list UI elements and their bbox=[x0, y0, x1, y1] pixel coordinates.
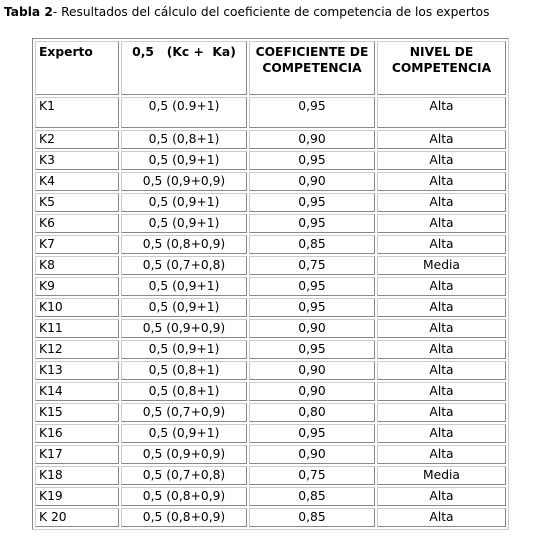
cell-coeficiente: 0,95 bbox=[249, 424, 375, 443]
header-formula: 0,5 (Kc + Ka) bbox=[121, 41, 247, 95]
header-nivel: NIVEL DE COMPETENCIA bbox=[377, 41, 506, 95]
cell-coeficiente: 0,95 bbox=[249, 151, 375, 170]
cell-nivel: Alta bbox=[377, 298, 506, 317]
table-row bbox=[35, 403, 506, 422]
cell-nivel: Alta bbox=[377, 361, 506, 380]
header-row bbox=[35, 41, 506, 95]
cell-nivel: Alta bbox=[377, 403, 506, 422]
cell-coeficiente: 0,90 bbox=[249, 172, 375, 191]
cell-nivel: Alta bbox=[377, 508, 506, 527]
cell-nivel: Alta bbox=[377, 340, 506, 359]
cell-nivel: Media bbox=[377, 256, 506, 275]
table-row bbox=[35, 424, 506, 443]
table-row bbox=[35, 256, 506, 275]
cell-experto: K3 bbox=[35, 151, 119, 170]
cell-formula: 0,5 (0,8+1) bbox=[121, 361, 247, 380]
cell-formula: 0,5 (0,7+0,8) bbox=[121, 256, 247, 275]
cell-experto: K18 bbox=[35, 466, 119, 485]
cell-formula: 0,5 (0,9+1) bbox=[121, 193, 247, 212]
cell-nivel: Alta bbox=[377, 130, 506, 149]
cell-experto: K19 bbox=[35, 487, 119, 506]
caption-text: - Resultados del cálculo del coeficiente de competencia de los expertos bbox=[52, 5, 490, 19]
cell-experto: K11 bbox=[35, 319, 119, 338]
table-row bbox=[35, 151, 506, 170]
caption-label: Tabla 2 bbox=[4, 5, 53, 19]
table-row bbox=[35, 298, 506, 317]
cell-coeficiente: 0,75 bbox=[249, 256, 375, 275]
cell-experto: K2 bbox=[35, 130, 119, 149]
cell-coeficiente: 0,95 bbox=[249, 214, 375, 233]
results-table bbox=[32, 38, 509, 530]
table-row bbox=[35, 97, 506, 128]
table-row bbox=[35, 487, 506, 506]
table-row bbox=[35, 319, 506, 338]
cell-coeficiente: 0,95 bbox=[249, 298, 375, 317]
cell-experto: K15 bbox=[35, 403, 119, 422]
cell-experto: K7 bbox=[35, 235, 119, 254]
cell-coeficiente: 0,90 bbox=[249, 319, 375, 338]
cell-nivel: Alta bbox=[377, 277, 506, 296]
cell-coeficiente: 0,90 bbox=[249, 382, 375, 401]
cell-formula: 0,5 (0,7+0,8) bbox=[121, 466, 247, 485]
table-row bbox=[35, 172, 506, 191]
table-row bbox=[35, 193, 506, 212]
cell-coeficiente: 0,80 bbox=[249, 403, 375, 422]
cell-nivel: Media bbox=[377, 466, 506, 485]
cell-coeficiente: 0,90 bbox=[249, 361, 375, 380]
cell-experto: K10 bbox=[35, 298, 119, 317]
cell-formula: 0,5 (0,9+1) bbox=[121, 298, 247, 317]
cell-experto: K13 bbox=[35, 361, 119, 380]
cell-formula: 0,5 (0,9+0,9) bbox=[121, 172, 247, 191]
cell-coeficiente: 0,75 bbox=[249, 466, 375, 485]
cell-experto: K4 bbox=[35, 172, 119, 191]
cell-formula: 0,5 (0,8+0,9) bbox=[121, 508, 247, 527]
cell-experto: K5 bbox=[35, 193, 119, 212]
cell-nivel: Alta bbox=[377, 214, 506, 233]
cell-formula: 0,5 (0,9+0,9) bbox=[121, 319, 247, 338]
cell-experto: K1 bbox=[35, 97, 119, 128]
cell-coeficiente: 0,95 bbox=[249, 340, 375, 359]
cell-nivel: Alta bbox=[377, 151, 506, 170]
cell-formula: 0,5 (0,8+1) bbox=[121, 382, 247, 401]
cell-formula: 0,5 (0,8+0,9) bbox=[121, 487, 247, 506]
cell-experto: K 20 bbox=[35, 508, 119, 527]
cell-nivel: Alta bbox=[377, 424, 506, 443]
cell-experto: K14 bbox=[35, 382, 119, 401]
table-caption bbox=[4, 5, 489, 19]
cell-nivel: Alta bbox=[377, 445, 506, 464]
header-experto: Experto bbox=[35, 41, 119, 95]
table-body bbox=[35, 97, 506, 527]
cell-formula: 0,5 (0,9+1) bbox=[121, 424, 247, 443]
table-row bbox=[35, 361, 506, 380]
cell-formula: 0,5 (0,9+1) bbox=[121, 151, 247, 170]
table-row bbox=[35, 214, 506, 233]
cell-coeficiente: 0,95 bbox=[249, 277, 375, 296]
cell-coeficiente: 0,90 bbox=[249, 130, 375, 149]
cell-nivel: Alta bbox=[377, 319, 506, 338]
table-row bbox=[35, 277, 506, 296]
table-row bbox=[35, 382, 506, 401]
cell-coeficiente: 0,85 bbox=[249, 487, 375, 506]
table-row bbox=[35, 235, 506, 254]
cell-coeficiente: 0,90 bbox=[249, 445, 375, 464]
cell-experto: K17 bbox=[35, 445, 119, 464]
cell-formula: 0,5 (0.9+1) bbox=[121, 97, 247, 128]
cell-experto: K8 bbox=[35, 256, 119, 275]
cell-formula: 0,5 (0,9+1) bbox=[121, 214, 247, 233]
table-row bbox=[35, 340, 506, 359]
cell-nivel: Alta bbox=[377, 193, 506, 212]
cell-experto: K16 bbox=[35, 424, 119, 443]
cell-formula: 0,5 (0,9+1) bbox=[121, 277, 247, 296]
cell-formula: 0,5 (0,9+0,9) bbox=[121, 445, 247, 464]
table-row bbox=[35, 466, 506, 485]
table-row bbox=[35, 130, 506, 149]
cell-coeficiente: 0,95 bbox=[249, 97, 375, 128]
table-row bbox=[35, 508, 506, 527]
cell-coeficiente: 0,95 bbox=[249, 193, 375, 212]
cell-formula: 0,5 (0,7+0,9) bbox=[121, 403, 247, 422]
cell-formula: 0,5 (0,8+1) bbox=[121, 130, 247, 149]
cell-coeficiente: 0,85 bbox=[249, 235, 375, 254]
cell-nivel: Alta bbox=[377, 487, 506, 506]
table-row bbox=[35, 445, 506, 464]
cell-nivel: Alta bbox=[377, 382, 506, 401]
cell-nivel: Alta bbox=[377, 97, 506, 128]
cell-formula: 0,5 (0,9+1) bbox=[121, 340, 247, 359]
cell-experto: K9 bbox=[35, 277, 119, 296]
cell-experto: K6 bbox=[35, 214, 119, 233]
cell-nivel: Alta bbox=[377, 235, 506, 254]
cell-formula: 0,5 (0,8+0,9) bbox=[121, 235, 247, 254]
header-coeficiente: COEFICIENTE DE COMPETENCIA bbox=[249, 41, 375, 95]
cell-nivel: Alta bbox=[377, 172, 506, 191]
cell-coeficiente: 0,85 bbox=[249, 508, 375, 527]
cell-experto: K12 bbox=[35, 340, 119, 359]
